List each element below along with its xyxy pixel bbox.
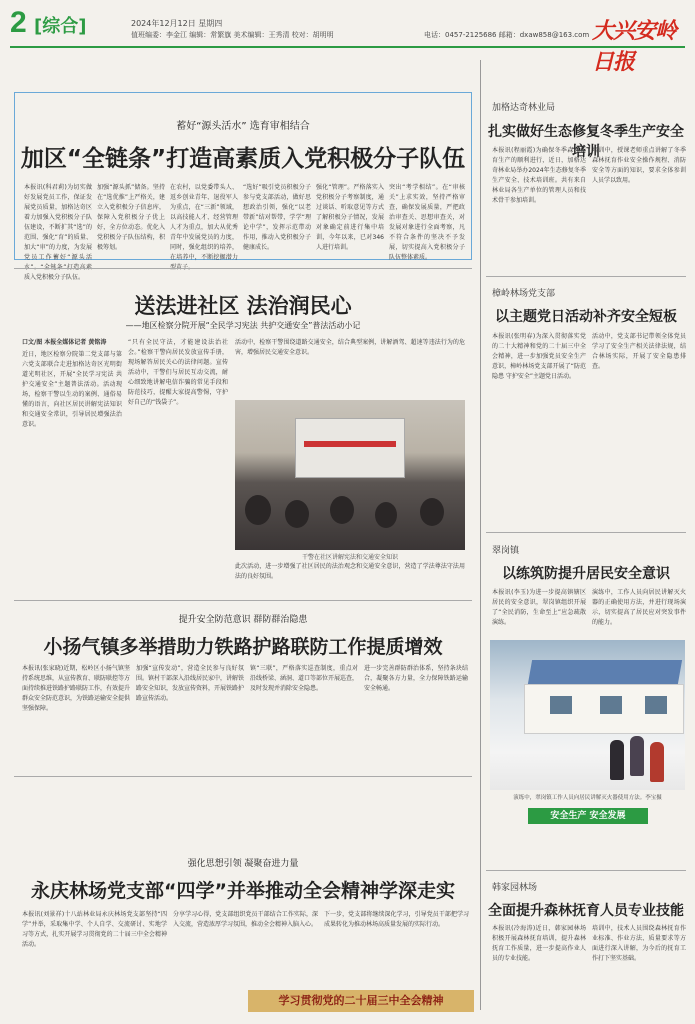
- audience-head: [285, 500, 309, 528]
- house-window: [550, 696, 572, 714]
- right-2-headline: 以主题党日活动补齐安全短板: [495, 309, 677, 325]
- article-3-col-4: 进一步完善群防群治体系，坚持条块结合，凝聚各方力量，全力保障铁路运输安全畅通。: [364, 665, 468, 692]
- audience-head: [375, 502, 397, 528]
- article-3-col-3: 镇“三联”，严格落实巡查制度，重点对沿线桥梁、涵洞、道口等部位开展巡查，及时发现并消除安全隐患。: [250, 665, 359, 692]
- article-2-byline: 口文/图 本报全媒体记者 黄铭涛: [22, 339, 107, 346]
- article-1-headline: 加区“全链条”打造高素质入党积极分子队伍: [20, 146, 466, 172]
- right-4-col-2: 培训中，技术人员围绕森林抚育作业标准、作业方法、质量要求等方面进行深入讲解，为今后的抚育工作打下坚实基础。: [592, 925, 686, 962]
- person-figure: [610, 740, 624, 780]
- right-4-kicker: 韩家园林场: [492, 883, 538, 893]
- audience-head: [245, 495, 271, 525]
- right-1-col-2: 培训中，授课老师重点讲解了冬季森林抚育作业安全操作规程、消防安全等方面的知识，要求全体参训人员学以致用。: [592, 147, 686, 184]
- article-2-col-3: 活动中，检察干警围绕道路交通安全，结合典型案例，讲解酒驾、超速等违法行为的危害，增强居民交通安全意识。: [235, 339, 465, 356]
- right-3-headline: 以练筑防提升居民安全意识: [502, 566, 670, 582]
- separator: [486, 870, 686, 871]
- article-3-col-2: 加强“宣传发动”，营造全民参与良好氛围。镇村干部深入沿线居民家中，讲解铁路安全知识，发放宣传资料，开展铁路护路宣传活动。: [136, 665, 245, 702]
- photo-1-caption: 干警在社区讲解宪法和交通安全知识: [301, 554, 398, 561]
- screen-banner: [304, 441, 396, 447]
- separator: [14, 268, 472, 269]
- right-1-headline: 扎实做好生态修复冬季生产安全培训: [488, 124, 684, 160]
- article-3-kicker: 提升安全防范意识 群防群治隐患: [178, 615, 308, 625]
- staff-line: 值班编委：李金江 编辑：常繁旗 美术编辑：王秀清 校对：胡明明: [131, 31, 334, 39]
- separator: [14, 600, 472, 601]
- article-2-col-2: “只有全民守法，才能建设法治社会。”检察干警向居民发放宣传手册，现场解答居民关心的法律问题。宣传活动中，干警们与居民互动交流，耐心细致地讲解电信诈骗的常见手段和防范技巧，提醒大家提高警惕，守护好自己的“钱袋子”。: [128, 339, 228, 406]
- right-4-headline: 全面提升森林抚育人员专业技能: [488, 903, 684, 919]
- right-1-kicker: 加格达奇林业局: [492, 103, 556, 113]
- article-2-headline: 送法进社区 法治润民心: [134, 294, 352, 318]
- article-1-col-6: 突出“考学相结”。在“审核关”上求实效，坚持严格审查，确保发展质量，严把政治审查关、思想审查关，对发展对象进行全面考察，凡不符合条件的坚决不予发展，切实提高入党积极分子队伍整体素质。: [389, 184, 465, 261]
- article-2-subline: ——地区检察分院开展“全民学习宪法 共护交通安全”普法活动小记: [125, 321, 361, 330]
- article-4-col-2: 分享学习心得，党支部组织党员干部结合工作实际，深入交流，营造浓厚学习氛围，推动全会精神入脑入心。: [173, 911, 318, 928]
- promo-banner: 学习贯彻党的二十届三中全会精神: [248, 990, 474, 1012]
- article-2-col-1: 近日，地区检察分院第二党支部与第六党支部联合走进加格达奇区光明街道光明社区，开展“全民学习宪法 共护交通安全”主题普法活动。活动现场，检察干警以生动的案例、通俗易懂的语言，向社区居民讲解宪法知识和交通安全常识，引导居民增强法治意识。: [22, 351, 122, 428]
- photo-2-caption: 演练中，翠岗镇工作人员向居民讲解灭火器使用方法。李宝摄: [513, 795, 662, 801]
- right-2-col-2: 活动中，党支部书记带领全体党员学习了安全生产相关法律法规，结合林场实际，开展了安全隐患排查。: [592, 333, 686, 370]
- contact-line: 电话：0457-2125686 邮箱：dxaw858@163.com: [424, 31, 590, 39]
- separator: [486, 532, 686, 533]
- projector-screen: [295, 418, 405, 478]
- separator: [14, 776, 472, 777]
- community-lecture-photo: [235, 400, 465, 550]
- paper-logo: 大兴安岭日报: [592, 18, 677, 75]
- house-roof: [528, 660, 682, 684]
- article-2-col-4: 此次活动，进一步增强了社区居民的法治观念和交通安全意识，营造了学法尊法守法用法的良好氛围。: [235, 563, 465, 580]
- article-4-kicker: 强化思想引领 凝聚奋进力量: [187, 859, 299, 869]
- page-number: 2: [10, 6, 27, 39]
- person-figure: [650, 742, 664, 782]
- article-1-col-4: “选好”吸引党员积极分子参与党支部活动，做好思想政治引领，强化“以老带新”结对帮带，学学“理论中学”，发挥示范带动作用，推动入党积极分子健康成长。: [243, 184, 311, 251]
- section-name: [综合]: [34, 16, 87, 37]
- article-3-col-1: 本报讯(张家晓)近期，松岭区小扬气镇坚持系统思维，从宣传教育、联防联控等方面持续推进铁路护路联防工作，有效提升群众安全防范意识，为铁路运输安全提供坚强保障。: [22, 665, 131, 712]
- right-4-col-1: 本报讯(冷海涛)近日，韩家园林场积极开展森林抚育培训，提升森林抚育工作质量，进一步提高作业人员的专业技能。: [492, 925, 586, 962]
- house-window: [600, 696, 622, 714]
- right-3-kicker: 翠岗镇: [492, 546, 520, 556]
- audience-head: [330, 496, 354, 524]
- person-figure: [630, 736, 644, 776]
- right-2-col-1: 本报讯(张明春)为深入贯彻落实党的二十大精神和党的二十届三中全会精神，进一步加强党员安全生产意识，樟岭林场党支部开展了“防范隐患 守护安全”主题党日活动。: [492, 333, 586, 380]
- audience-head: [420, 498, 444, 526]
- column-divider: [480, 60, 481, 1010]
- date-line: 2024年12月12日 星期四: [131, 19, 223, 28]
- right-2-kicker: 樟岭林场党支部: [492, 289, 556, 299]
- masthead-rule: [10, 46, 685, 48]
- safety-banner: 安全生产 安全发展: [528, 808, 648, 824]
- article-4-col-3: 下一步，党支部将继续深化学习，引导党员干部把学习成果转化为推动林场高质量发展的实际行动。: [324, 911, 469, 928]
- article-1-col-2: 加强“源头抓”储备。坚持在“选优推”上严格关，建立入党积极分子信息库，保障入党积极分子优上好，全方位动态。优化入党积极分子队伍结构，积极筹划。: [97, 184, 165, 251]
- article-4-headline: 永庆林场党支部“四学”并举推动全会精神学深走实: [31, 880, 455, 902]
- right-3-col-1: 本报讯(李玉)为进一步提高镇辖区居民的安全意识，翠岗镇组织开展了“全民消防，生命至上”应急疏散演练。: [492, 589, 586, 626]
- article-1-col-5: 强化“管理”。严格落实入党积极分子考察制度，通过谈话、听取意见等方式了解积极分子情况，发展对象确定前进行集中培训，今年以来，已对346人进行培训。: [316, 184, 384, 251]
- masthead: [0, 0, 695, 76]
- article-3-headline: 小扬气镇多举措助力铁路护路联防工作提质增效: [43, 636, 443, 658]
- right-3-col-2: 演练中，工作人员向居民讲解灭火器的正确使用方法，并进行现场演示，切实提高了居民应对突发事件的能力。: [592, 589, 686, 626]
- right-1-col-1: 本报讯(程丽霞)为确保冬季森林抚育生产的顺利进行，近日，加格达奇林业局举办2024年生态修复冬季生产安全、技术培训班。共有来自林业局各生产单位的管理人员和技术骨干参加培训。: [492, 147, 586, 204]
- article-1-col-1: 本报讯(科君莉)为切实做好发展党员工作，保证发展党员质量，加格达奇区着力加强入党积极分子队伍建设，不断扩其“选”的范围、强化“育”的质量、加大“审”的力度，为发展党员工作蓄好“源头活 质入党积极分子队伍。: [24, 184, 92, 281]
- fire-drill-photo: [490, 640, 685, 790]
- article-1-col-3: 在农村，以党委带头人、返乡创业青年、退役军人为重点，在“三新”领域，以高技能人才、经营管理人才为重点，加大从优秀青年中发展党员的力度，同时，强化组织的培养，在培养中，不断挖掘潜力: [170, 184, 238, 261]
- house-window: [645, 696, 667, 714]
- article-4-col-1: 本报讯(刘景祥)十八站林业局永庆林场党支部坚持“四学”并举，采取集中学、个人自学、交流研讨、实地学习等方式，扎实开展学习贯彻党的二十届三中全会精神活动。: [22, 911, 167, 948]
- article-1-kicker: 蓄好“源头活水” 选育审相结合: [176, 121, 310, 132]
- separator: [486, 276, 686, 277]
